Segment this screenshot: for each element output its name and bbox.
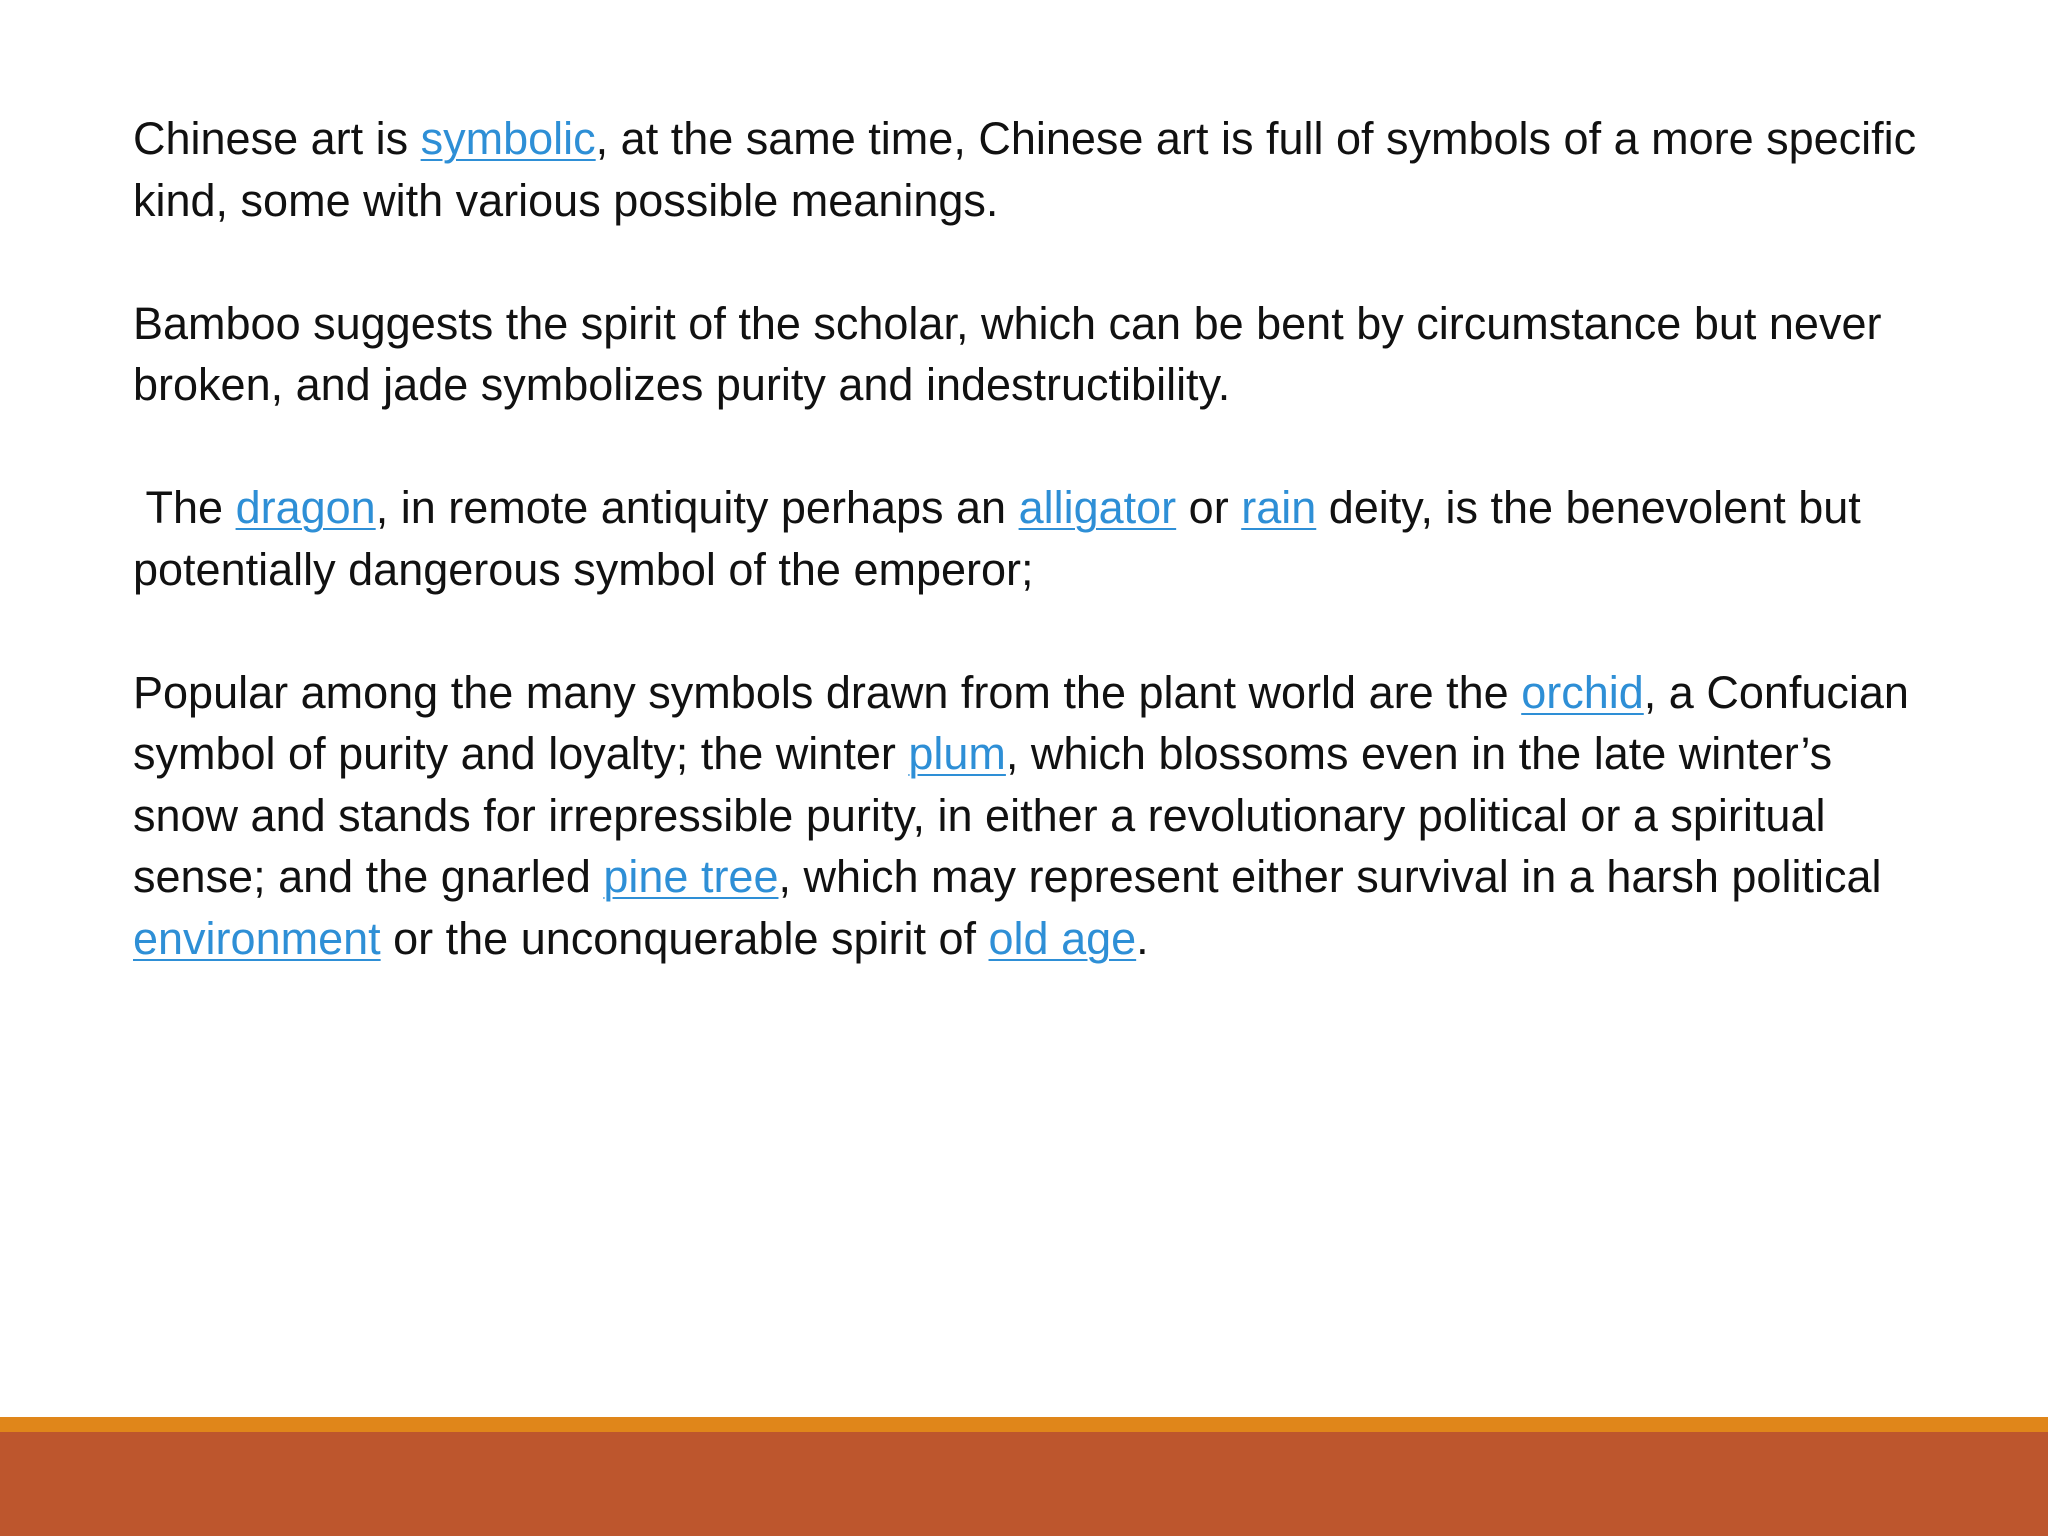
link-pine-tree[interactable]: pine tree (603, 851, 779, 902)
text-segment: deity, is the benevolent but potentially dangerous symbol of the emperor; (133, 482, 1861, 595)
text-segment: , in remote antiquity perhaps an (375, 482, 1019, 533)
paragraph-symbolic-art (133, 108, 1933, 231)
link-environment[interactable]: environment (133, 912, 381, 964)
paragraph-dragon (133, 477, 1933, 600)
text-segment: . (1136, 912, 1149, 964)
text-segment: Bamboo suggests the spirit of the scholar, which can be bent by circumstance but never broken, and jade symbolizes purity and indestructibility. (133, 297, 1882, 410)
paragraph-plant-symbols (133, 662, 1933, 970)
text-segment: or (1176, 482, 1242, 533)
text-segment: Chinese art is (133, 113, 421, 164)
text-segment: Popular among the many symbols drawn from the plant world are the (133, 666, 1522, 718)
text-segment: , at the same time, Chinese art is full of symbols of a more specific kind, some with various possible meanings. (133, 113, 1917, 226)
link-plum[interactable]: plum (908, 728, 1006, 779)
text-segment: , which may represent either survival in a harsh political (778, 851, 1882, 902)
link-orchid[interactable]: orchid (1521, 666, 1644, 718)
text-segment: or the unconquerable spirit of (380, 912, 989, 964)
slide-body (133, 108, 1933, 969)
link-rain[interactable]: rain (1241, 482, 1317, 533)
text-segment: The (133, 482, 236, 533)
text-segment: , a Confucian symbol of purity and loyalty; the winter (133, 666, 1909, 779)
text-segment: , which blossoms even in the late winter’s snow and stands for irrepressible purity, in either a revolutionary political or a spiritual sense; and the gnarled (133, 728, 1833, 902)
link-symbolic[interactable]: symbolic (420, 113, 596, 164)
link-old-age[interactable]: old age (988, 912, 1137, 964)
footer-bar (0, 1432, 2048, 1536)
footer-accent-bar (0, 1417, 2048, 1432)
link-alligator[interactable]: alligator (1018, 482, 1177, 533)
paragraph-bamboo-jade (133, 293, 1933, 416)
link-dragon[interactable]: dragon (235, 482, 376, 533)
